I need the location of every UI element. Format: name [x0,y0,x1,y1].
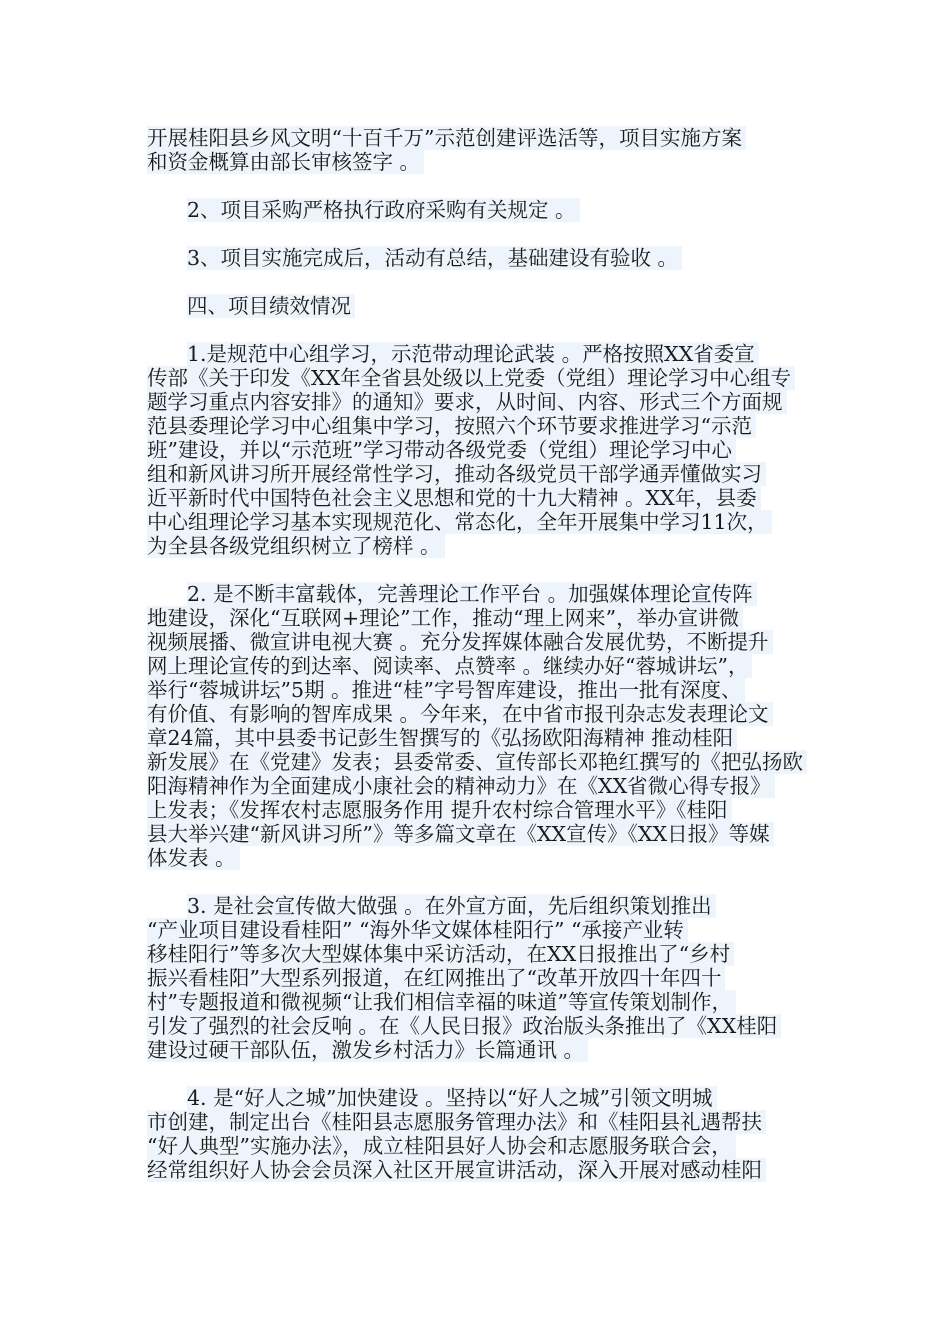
paragraph-theory-platform [147,582,817,870]
text-line: 体发表 。 [147,846,817,870]
paragraph-good-people-city [147,1086,817,1182]
text-line: 开展桂阳县乡风文明“十百千万”示范创建评选活等，项目实施方案 [147,126,817,150]
section-heading-performance [147,294,817,318]
text-line: 移桂阳行”等多次大型媒体集中采访活动，在XX日报推出了“乡村 [147,942,817,966]
text-line: 2. 是不断丰富载体，完善理论工作平台 。加强媒体理论宣传阵 [147,582,817,606]
text-line: 有价值、有影响的智库成果 。今年来，在中省市报刊杂志发表理论文 [147,702,817,726]
paragraph-social-publicity [147,894,817,1062]
text-line: 县大举兴建“新风讲习所”》等多篇文章在《XX宣传》《XX日报》等媒 [147,822,817,846]
paragraph-theory-study [147,342,817,558]
text-line: 3、项目实施完成后，活动有总结，基础建设有验收 。 [147,246,817,270]
text-line: 中心组理论学习基本实现规范化、常态化，全年开展集中学习11次， [147,510,817,534]
text-line: 1.是规范中心组学习，示范带动理论武装 。严格按照XX省委宣 [147,342,817,366]
text-line: 传部《关于印发《XX年全省县处级以上党委（党组）理论学习中心组专 [147,366,817,390]
text-line: 4. 是“好人之城”加快建设 。坚持以“好人之城”引领文明城 [147,1086,817,1110]
text-line: 章24篇，其中县委书记彭生智撰写的《弘扬欧阳海精神 推动桂阳 [147,726,817,750]
text-line: 振兴看桂阳”大型系列报道，在红网推出了“改革开放四十年四十 [147,966,817,990]
text-line: 近平新时代中国特色社会主义思想和党的十九大精神 。XX年，县委 [147,486,817,510]
text-line: 新发展》在《党建》发表；县委常委、宣传部长邓艳红撰写的《把弘扬欧 [147,750,817,774]
text-line: 村”专题报道和微视频“让我们相信幸福的味道”等宣传策划制作， [147,990,817,1014]
paragraph-project-approval [147,126,817,174]
text-line: 举行“蓉城讲坛”5期 。推进“桂”字号智库建设，推出一批有深度、 [147,678,817,702]
text-line: 题学习重点内容安排》的通知》要求，从时间、内容、形式三个方面规 [147,390,817,414]
text-line: 上发表；《发挥农村志愿服务作用 提升农村综合管理水平》《桂阳 [147,798,817,822]
text-line: 地建设，深化“互联网+理论”工作，推动“理上网来”，举办宣讲微 [147,606,817,630]
text-line: 和资金概算由部长审核签字 。 [147,150,817,174]
text-line: 视频展播、微宣讲电视大赛 。充分发挥媒体融合发展优势，不断提升 [147,630,817,654]
text-line: 经常组织好人协会会员深入社区开展宣讲活动，深入开展对感动桂阳 [147,1158,817,1182]
text-line: 引发了强烈的社会反响 。在《人民日报》政治版头条推出了《XX桂阳 [147,1014,817,1038]
paragraph-acceptance [147,246,817,270]
text-line: “产业项目建设看桂阳” “海外华文媒体桂阳行” “承接产业转 [147,918,817,942]
text-line: “好人典型”实施办法》，成立桂阳县好人协会和志愿服务联合会， [147,1134,817,1158]
text-line: 组和新风讲习所开展经常性学习，推动各级党员干部学通弄懂做实习 [147,462,817,486]
text-line: 阳海精神作为全面建成小康社会的精神动力》在《XX省微心得专报》 [147,774,817,798]
text-line: 市创建，制定出台《桂阳县志愿服务管理办法》和《桂阳县礼遇帮扶 [147,1110,817,1134]
text-line: 2、项目采购严格执行政府采购有关规定 。 [147,198,817,222]
text-line: 建设过硬干部队伍，激发乡村活力》长篇通讯 。 [147,1038,817,1062]
text-line: 网上理论宣传的到达率、阅读率、点赞率 。继续办好“蓉城讲坛”， [147,654,817,678]
paragraph-procurement [147,198,817,222]
heading-line: 四、项目绩效情况 [147,294,817,318]
text-line: 3. 是社会宣传做大做强 。在外宣方面，先后组织策划推出 [147,894,817,918]
text-line: 范县委理论学习中心组集中学习，按照六个环节要求推进学习“示范 [147,414,817,438]
text-line: 为全县各级党组织树立了榜样 。 [147,534,817,558]
text-line: 班”建设，并以“示范班”学习带动各级党委（党组）理论学习中心 [147,438,817,462]
